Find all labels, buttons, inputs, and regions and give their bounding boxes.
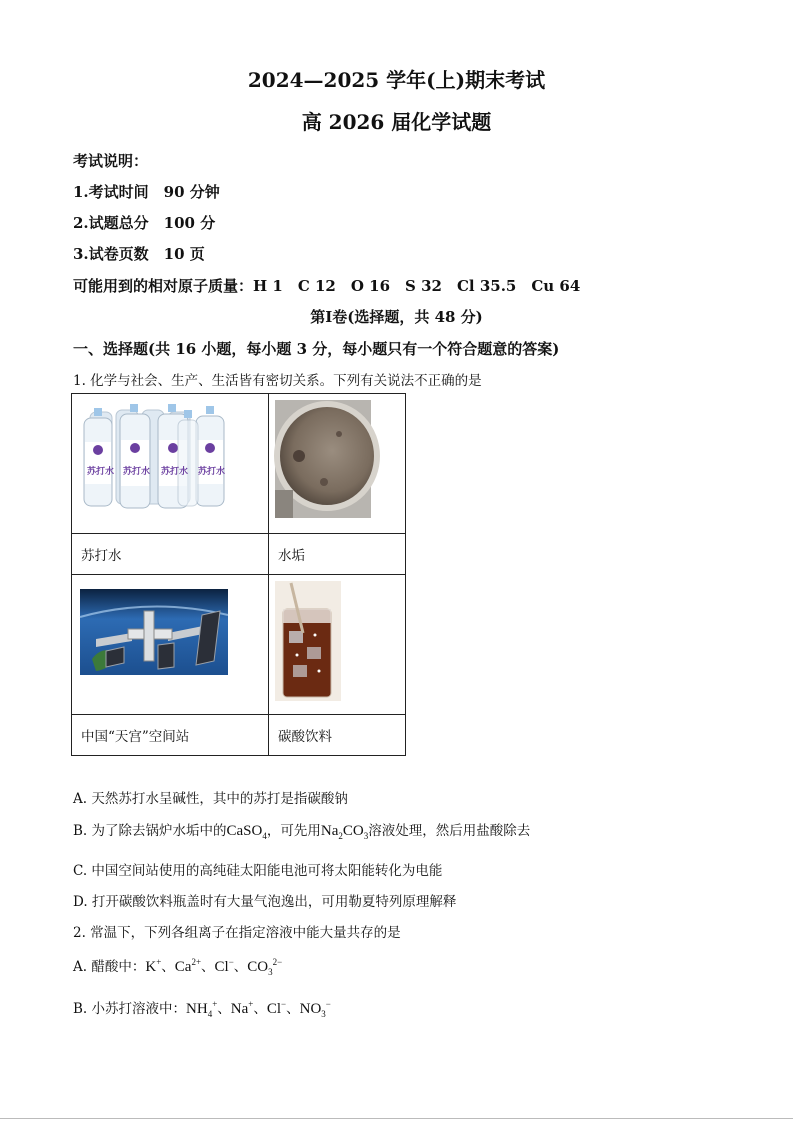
bottle-label-text: 苏打水 — [123, 467, 151, 477]
ion-no3: $NO_3^-$ — [299, 999, 331, 1019]
bottle-label-text: 苏打水 — [161, 467, 189, 477]
ion-ca: $Ca^{2+}$ — [174, 957, 202, 975]
cell-soda-drink-image — [269, 575, 406, 715]
question-1-image-table — [71, 393, 406, 756]
atomic-mass-line: 可能用到的相对原子质量：H 1 C 12 O 16 S 32 Cl 35.5 Cu 64 — [73, 277, 581, 295]
cell-soda-water-image — [72, 394, 269, 534]
ion-co3: $CO_3^{2-}$ — [247, 957, 283, 977]
question-1-option-c: C. 中国空间站使用的高纯硅太阳能电池可将太阳能转化为电能 — [73, 863, 443, 879]
cell-label-soda-drink: 碳酸饮料 — [269, 715, 406, 756]
bottle-label-text: 苏打水 — [87, 467, 115, 477]
cell-label-soda-water: 苏打水 — [72, 534, 269, 575]
question-1-option-a: A. 天然苏打水呈碱性，其中的苏打是指碳酸钠 — [73, 791, 348, 807]
instructions-heading: 考试说明： — [73, 152, 149, 170]
formula-caso4: CaSO$_4$ — [226, 823, 267, 841]
instruction-score: 2.试题总分 100 分 — [73, 214, 216, 232]
cell-scale-image — [269, 394, 406, 534]
instruction-time: 1.考试时间 90 分钟 — [73, 183, 220, 201]
question-2-option-a: A. 醋酸中：K+、$Ca^{2+}$、Cl−、$CO_3^{2-}$ — [73, 957, 283, 977]
page-bottom-rule — [0, 1118, 793, 1119]
exam-title: 2024—2025 学年(上)期末考试 — [247, 68, 546, 92]
soda-water-bottles-image — [72, 394, 268, 529]
ion-cl: Cl− — [214, 957, 234, 975]
kettle-scale-image — [269, 394, 405, 529]
exam-subtitle: 高 2026 届化学试题 — [301, 110, 492, 134]
space-station-image — [72, 575, 268, 710]
volume-heading: 第Ⅰ卷(选择题，共 48 分) — [310, 308, 483, 326]
cell-label-space-station: 中国“天宫”空间站 — [72, 715, 269, 756]
ion-na: Na+ — [230, 999, 254, 1017]
cell-space-station-image — [72, 575, 269, 715]
bottle-label-text: 苏打水 — [198, 467, 226, 477]
question-2-stem: 2. 常温下，下列各组离子在指定溶液中能大量共存的是 — [73, 925, 401, 941]
part-heading: 一、选择题(共 16 小题，每小题 3 分，每小题只有一个符合题意的答案) — [73, 340, 560, 358]
carbonated-drink-image — [269, 575, 405, 710]
instruction-pages: 3.试卷页数 10 页 — [73, 245, 205, 263]
ion-k: K+ — [145, 957, 162, 975]
question-2-option-b: B. 小苏打溶液中：$NH_4^+$、Na+、Cl−、$NO_3^-$ — [73, 999, 331, 1019]
ion-nh4: $NH_4^+$ — [186, 999, 218, 1019]
question-1-stem: 1. 化学与社会、生产、生活皆有密切关系。下列有关说法不正确的是 — [73, 373, 482, 389]
formula-na2co3: $Na_2CO_3$ — [320, 823, 369, 841]
question-1-option-d: D. 打开碳酸饮料瓶盖时有大量气泡逸出，可用勒夏特列原理解释 — [73, 894, 457, 910]
ion-cl: Cl− — [266, 999, 287, 1017]
cell-label-scale: 水垢 — [269, 534, 406, 575]
question-1-option-b: B. 为了除去锅炉水垢中的CaSO$_4$，可先用$Na_2CO_3$溶液处理，然后用盐酸除去 — [73, 823, 531, 841]
